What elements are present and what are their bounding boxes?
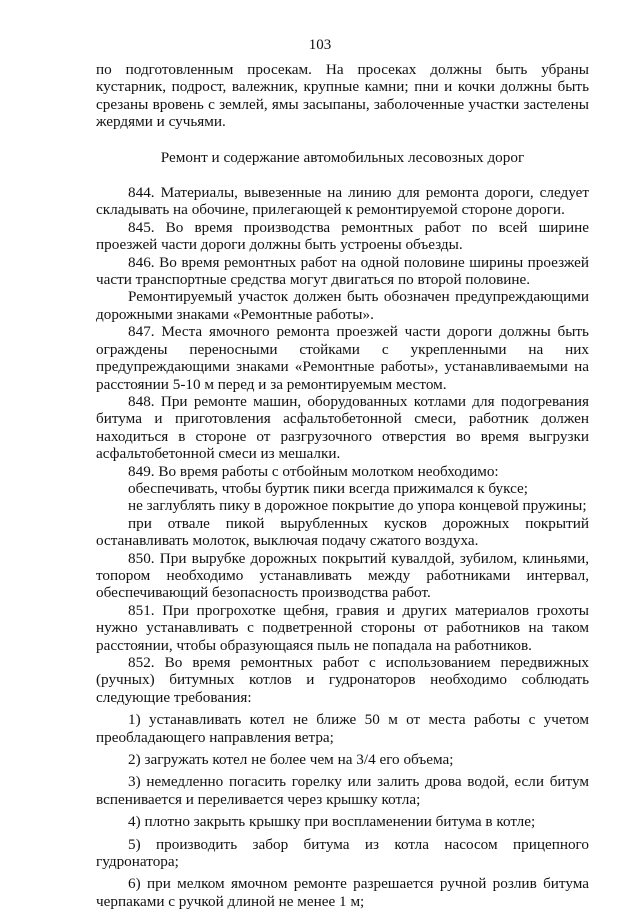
paragraph-852-item-6: 6) при мелком ямочном ремонте разрешается ручной розлив битума черпаками с ручкой длиной не менее 1 м; [96,875,589,910]
section-heading: Ремонт и содержание автомобильных лесовозных дорог [160,148,525,166]
paragraph-849-item-1: обеспечивать, чтобы буртик пики всегда прижимался к буксе; [128,479,528,497]
page-number: 103 [308,37,332,53]
paragraph-continuation: по подготовленным просекам. На просеках должны быть убраны кустарник, подрост, валежник, крупные камни; пни и кочки должны быть срезаны вровень с землей, ямы засыпаны, заболоченные участки застелены жердями и сучьями. [96,61,589,131]
paragraph-849: 849. Во время работы с отбойным молотком необходимо: [128,462,499,480]
paragraph-844: 844. Материалы, вывезенные на линию для ремонта дороги, следует складывать на обочине, прилегающей к ремонтируемой стороне дороги. [96,184,589,219]
document-body [96,61,589,910]
paragraph-852: 852. Во время ремонтных работ с использованием передвижных (ручных) битумных котлов и гудронаторов необходимо соблюдать следующие требования: [96,654,589,706]
paragraph-852-item-3: 3) немедленно погасить горелку или залить дрова водой, если битум вспенивается и переливается через крышку котла; [96,773,589,808]
paragraph-845: 845. Во время производства ремонтных работ по всей ширине проезжей части дороги должны быть устроены объезды. [96,218,589,254]
paragraph-852-item-4: 4) плотно закрыть крышку при воспламенении битума в котле; [128,813,536,831]
paragraph-849-item-3: при отвале пикой вырубленных кусков дорожных покрытий останавливать молоток, выключая подачу сжатого воздуха. [96,514,589,550]
paragraph-846: 846. Во время ремонтных работ на одной половине ширины проезжей части транспортные средства могут двигаться по второй половине. [96,253,589,289]
paragraph-847: 847. Места ямочного ремонта проезжей части дороги должны быть ограждены переносными стойками с укрепленными на них предупреждающими знаками «Ремонтные работы», устанавливаемыми на расстоянии 5-10 м перед и за ремонтируемым местом. [96,323,589,393]
paragraph-852-item-5: 5) производить забор битума из котла насосом прицепного гудронатора; [96,835,589,871]
paragraph-852-item-1: 1) устанавливать котел не ближе 50 м от места работы с учетом преобладающего направления ветра; [96,711,589,746]
paragraph-846-signs: Ремонтируемый участок должен быть обозначен предупреждающими дорожными знаками «Ремонтные работы». [96,288,589,323]
paragraph-852-item-2: 2) загружать котел не более чем на 3/4 его объема; [128,751,454,769]
paragraph-849-item-2: не заглублять пику в дорожное покрытие до упора концевой пружины; [128,497,587,515]
paragraph-848: 848. При ремонте машин, оборудованных котлами для подогревания битума и приготовления асфальтобетонной смеси, работник должен находиться в стороне от разгрузочного отверстия во время выгрузки асфальтобетонной смеси из мешалки. [96,392,589,463]
paragraph-851: 851. При прогрохотке щебня, гравия и других материалов грохоты нужно устанавливать с подветренной стороны от работников на таком расстоянии, чтобы образующаяся пыль не попадала на работников. [96,601,589,654]
paragraph-850: 850. При вырубке дорожных покрытий кувалдой, зубилом, клиньями, топором необходимо устанавливать между работниками интервал, обеспечивающий безопасность производства работ. [96,549,589,602]
